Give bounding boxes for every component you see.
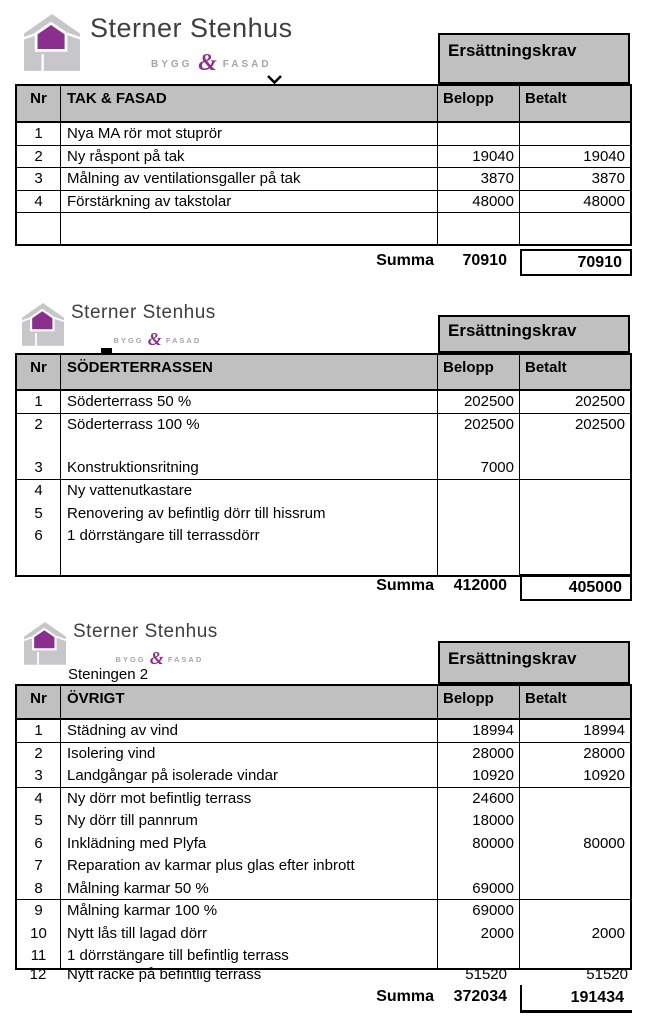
row-betalt: 202500	[574, 415, 625, 433]
row-betalt	[520, 123, 630, 145]
row-betalt	[520, 213, 630, 244]
table-tak-fasad	[15, 84, 632, 246]
claim-header-box: Ersättningskrav	[438, 33, 630, 84]
row-belopp	[438, 213, 520, 244]
column-header-title: ÖVRIGT	[61, 686, 438, 718]
company-logo	[24, 13, 293, 74]
column-header-belopp: Belopp	[438, 686, 520, 718]
summa-betalt-value: 70910	[520, 249, 632, 276]
brand-tagline	[73, 646, 218, 667]
table-row	[17, 923, 630, 946]
ampersand-glyph: &	[198, 50, 217, 76]
row-description: 1 dörrstängare till terrassdörr	[61, 525, 438, 548]
table-row	[17, 123, 630, 146]
row-number: 2	[17, 146, 61, 168]
table-body	[17, 123, 630, 244]
table-body	[17, 391, 630, 575]
table-row	[17, 503, 630, 526]
row-betalt	[520, 878, 630, 900]
row-number	[17, 213, 61, 244]
row-belopp: 202500	[438, 414, 520, 437]
table-ovrigt	[15, 684, 632, 970]
row-description: Isolering vind	[61, 743, 438, 766]
row-number: 7	[17, 855, 61, 878]
row-number: 4	[17, 788, 61, 811]
row-belopp	[438, 548, 520, 575]
row-betalt: 28000	[583, 744, 625, 762]
row-description: Ny vattenutkastare	[61, 480, 438, 503]
row-belopp: 48000	[438, 191, 520, 213]
summa-belopp-value: 372034	[453, 988, 507, 1005]
ampersand-glyph: &	[147, 329, 162, 349]
claim-header-box: Ersättningskrav	[438, 641, 630, 684]
row-description: Renovering av befintlig dörr till hissrum	[61, 503, 438, 526]
row-belopp: 7000	[438, 436, 520, 479]
row-belopp: 10920	[438, 765, 520, 787]
row-description: Nytt lås till lagad dörr	[61, 923, 438, 946]
brand-tagline	[71, 327, 216, 348]
row-description	[61, 213, 438, 244]
row-betalt: 3870	[591, 170, 625, 187]
row-betalt	[520, 480, 630, 503]
table-row	[17, 765, 630, 788]
brand-name: Sterner Stenhus	[73, 621, 218, 642]
row-betalt: 202500	[574, 393, 625, 410]
row-belopp: 19040	[438, 146, 520, 168]
row-number: 11	[17, 945, 61, 968]
table-row	[17, 436, 630, 480]
row-betalt: 18994	[583, 722, 625, 739]
tagline-fasad: FASAD	[222, 59, 272, 70]
row-description: Målning karmar 50 %	[61, 878, 438, 900]
row-betalt: 80000	[583, 834, 625, 852]
column-header-belopp: Belopp	[438, 355, 520, 389]
row-belopp: 51520	[465, 966, 507, 983]
row-belopp: 80000	[438, 833, 520, 856]
table-row-outside	[15, 964, 632, 985]
house-logo-icon	[22, 302, 64, 346]
row-number: 3	[17, 436, 61, 479]
row-description: Söderterrass 50 %	[61, 391, 438, 413]
row-betalt	[520, 503, 630, 526]
row-number: 12	[29, 966, 47, 983]
row-betalt: 19040	[583, 147, 625, 165]
summa-label: Summa	[376, 252, 434, 269]
row-belopp	[438, 525, 520, 548]
column-header-betalt: Betalt	[525, 690, 567, 707]
row-description: Reparation av karmar plus glas efter inbrott	[61, 855, 438, 878]
row-belopp: 3870	[438, 168, 520, 190]
row-number: 2	[17, 743, 61, 766]
row-betalt	[520, 548, 630, 575]
row-number: 5	[17, 503, 61, 526]
row-description: Målning av ventilationsgaller på tak	[61, 168, 438, 190]
row-number: 1	[17, 123, 61, 145]
table-row	[17, 146, 630, 169]
row-number: 6	[17, 833, 61, 856]
tagline-bygg: BYGG	[113, 336, 144, 345]
row-betalt	[520, 855, 630, 878]
ampersand-glyph: &	[149, 648, 164, 668]
table-row	[17, 480, 630, 503]
row-number	[17, 548, 61, 575]
company-logo	[24, 621, 218, 667]
row-description: Inklädning med Plyfa	[61, 833, 438, 856]
table-soderterrassen	[15, 353, 632, 577]
row-number: 3	[17, 168, 61, 190]
clipped-text-fragment	[267, 75, 282, 84]
tagline-bygg: BYGG	[151, 59, 193, 70]
column-header-nr: Nr	[17, 86, 61, 121]
row-betalt: 2000	[591, 924, 625, 942]
table-row	[17, 191, 630, 214]
table-body	[17, 720, 630, 968]
row-number: 6	[17, 525, 61, 548]
row-belopp: 202500	[438, 391, 520, 413]
row-number: 8	[17, 878, 61, 900]
table-row	[17, 900, 630, 923]
row-description: Landgångar på isolerade vindar	[61, 765, 438, 787]
row-description: Ny råspont på tak	[61, 146, 438, 168]
table-row	[17, 720, 630, 743]
row-description	[61, 548, 438, 575]
row-belopp: 28000	[438, 743, 520, 766]
table-row	[17, 525, 630, 548]
column-header-nr: Nr	[17, 355, 61, 389]
row-betalt	[520, 436, 630, 479]
column-header-nr: Nr	[17, 686, 61, 718]
column-header-title: SÖDERTERRASSEN	[61, 355, 438, 389]
tagline-fasad: FASAD	[165, 336, 202, 345]
claim-header-box: Ersättningskrav	[438, 315, 630, 353]
row-description: Målning karmar 100 %	[61, 900, 438, 923]
table-filler-row	[17, 548, 630, 575]
row-number: 4	[17, 191, 61, 213]
brand-name: Sterner Stenhus	[90, 13, 293, 43]
summa-label: Summa	[376, 577, 434, 594]
summa-belopp-value: 412000	[453, 577, 507, 594]
row-description: Ny dörr till pannrum	[61, 810, 438, 833]
row-description: 1 dörrstängare till befintlig terrass	[61, 945, 438, 968]
summa-betalt-value: 191434	[520, 985, 632, 1013]
column-header-betalt: Betalt	[525, 90, 567, 107]
row-belopp	[438, 123, 520, 145]
table-row	[17, 810, 630, 833]
row-description: Ny dörr mot befintlig terrass	[61, 788, 438, 811]
row-number: 9	[17, 900, 61, 923]
row-belopp	[438, 480, 520, 503]
tagline-fasad: FASAD	[167, 655, 204, 664]
table-header-row	[17, 355, 630, 391]
row-betalt	[520, 900, 630, 923]
row-description: Städning av vind	[61, 720, 438, 742]
row-description: Nya MA rör mot stuprör	[61, 123, 438, 145]
row-betalt	[520, 525, 630, 548]
table-header-row	[17, 686, 630, 720]
table-header-row	[17, 86, 630, 123]
row-belopp	[438, 855, 520, 878]
table-row	[17, 833, 630, 856]
table-row	[17, 878, 630, 901]
row-belopp: 2000	[438, 923, 520, 946]
row-description: Söderterrass 100 %	[61, 414, 438, 437]
row-description: Nytt räcke på befintlig terrass	[67, 966, 262, 983]
column-header-title: TAK & FASAD	[61, 86, 438, 121]
project-subtitle: Steningen 2	[68, 666, 149, 683]
row-number: 10	[17, 923, 61, 946]
row-number: 3	[17, 765, 61, 787]
summa-betalt-value: 405000	[520, 574, 632, 601]
row-belopp	[438, 503, 520, 526]
row-betalt: 48000	[583, 192, 625, 210]
row-belopp: 18994	[438, 720, 520, 742]
column-header-belopp: Belopp	[438, 86, 520, 121]
row-description: Förstärkning av takstolar	[61, 191, 438, 213]
row-betalt: 10920	[583, 767, 625, 784]
row-belopp: 69000	[438, 900, 520, 923]
table-row	[17, 414, 630, 437]
table-row	[17, 168, 630, 191]
row-belopp: 24600	[438, 788, 520, 811]
house-logo-icon	[24, 13, 80, 71]
brand-name: Sterner Stenhus	[71, 302, 216, 323]
table-row	[17, 743, 630, 766]
table-row	[17, 855, 630, 878]
row-number: 1	[17, 720, 61, 742]
row-betalt: 51520	[586, 966, 628, 983]
house-logo-icon	[24, 621, 66, 665]
table-filler-row	[17, 213, 630, 244]
row-betalt	[520, 810, 630, 833]
row-belopp: 18000	[438, 810, 520, 833]
summa-label: Summa	[376, 988, 434, 1005]
row-belopp: 69000	[438, 878, 520, 900]
table-row	[17, 788, 630, 811]
brand-tagline	[90, 47, 293, 74]
column-header-betalt: Betalt	[525, 359, 567, 376]
table-row	[17, 391, 630, 414]
row-number: 1	[17, 391, 61, 413]
row-number: 4	[17, 480, 61, 503]
company-logo	[22, 302, 216, 348]
row-number: 5	[17, 810, 61, 833]
row-description: Konstruktionsritning	[61, 436, 438, 479]
row-number: 2	[17, 414, 61, 437]
summa-belopp-value: 70910	[462, 252, 507, 269]
row-betalt	[520, 788, 630, 811]
tagline-bygg: BYGG	[115, 655, 146, 664]
